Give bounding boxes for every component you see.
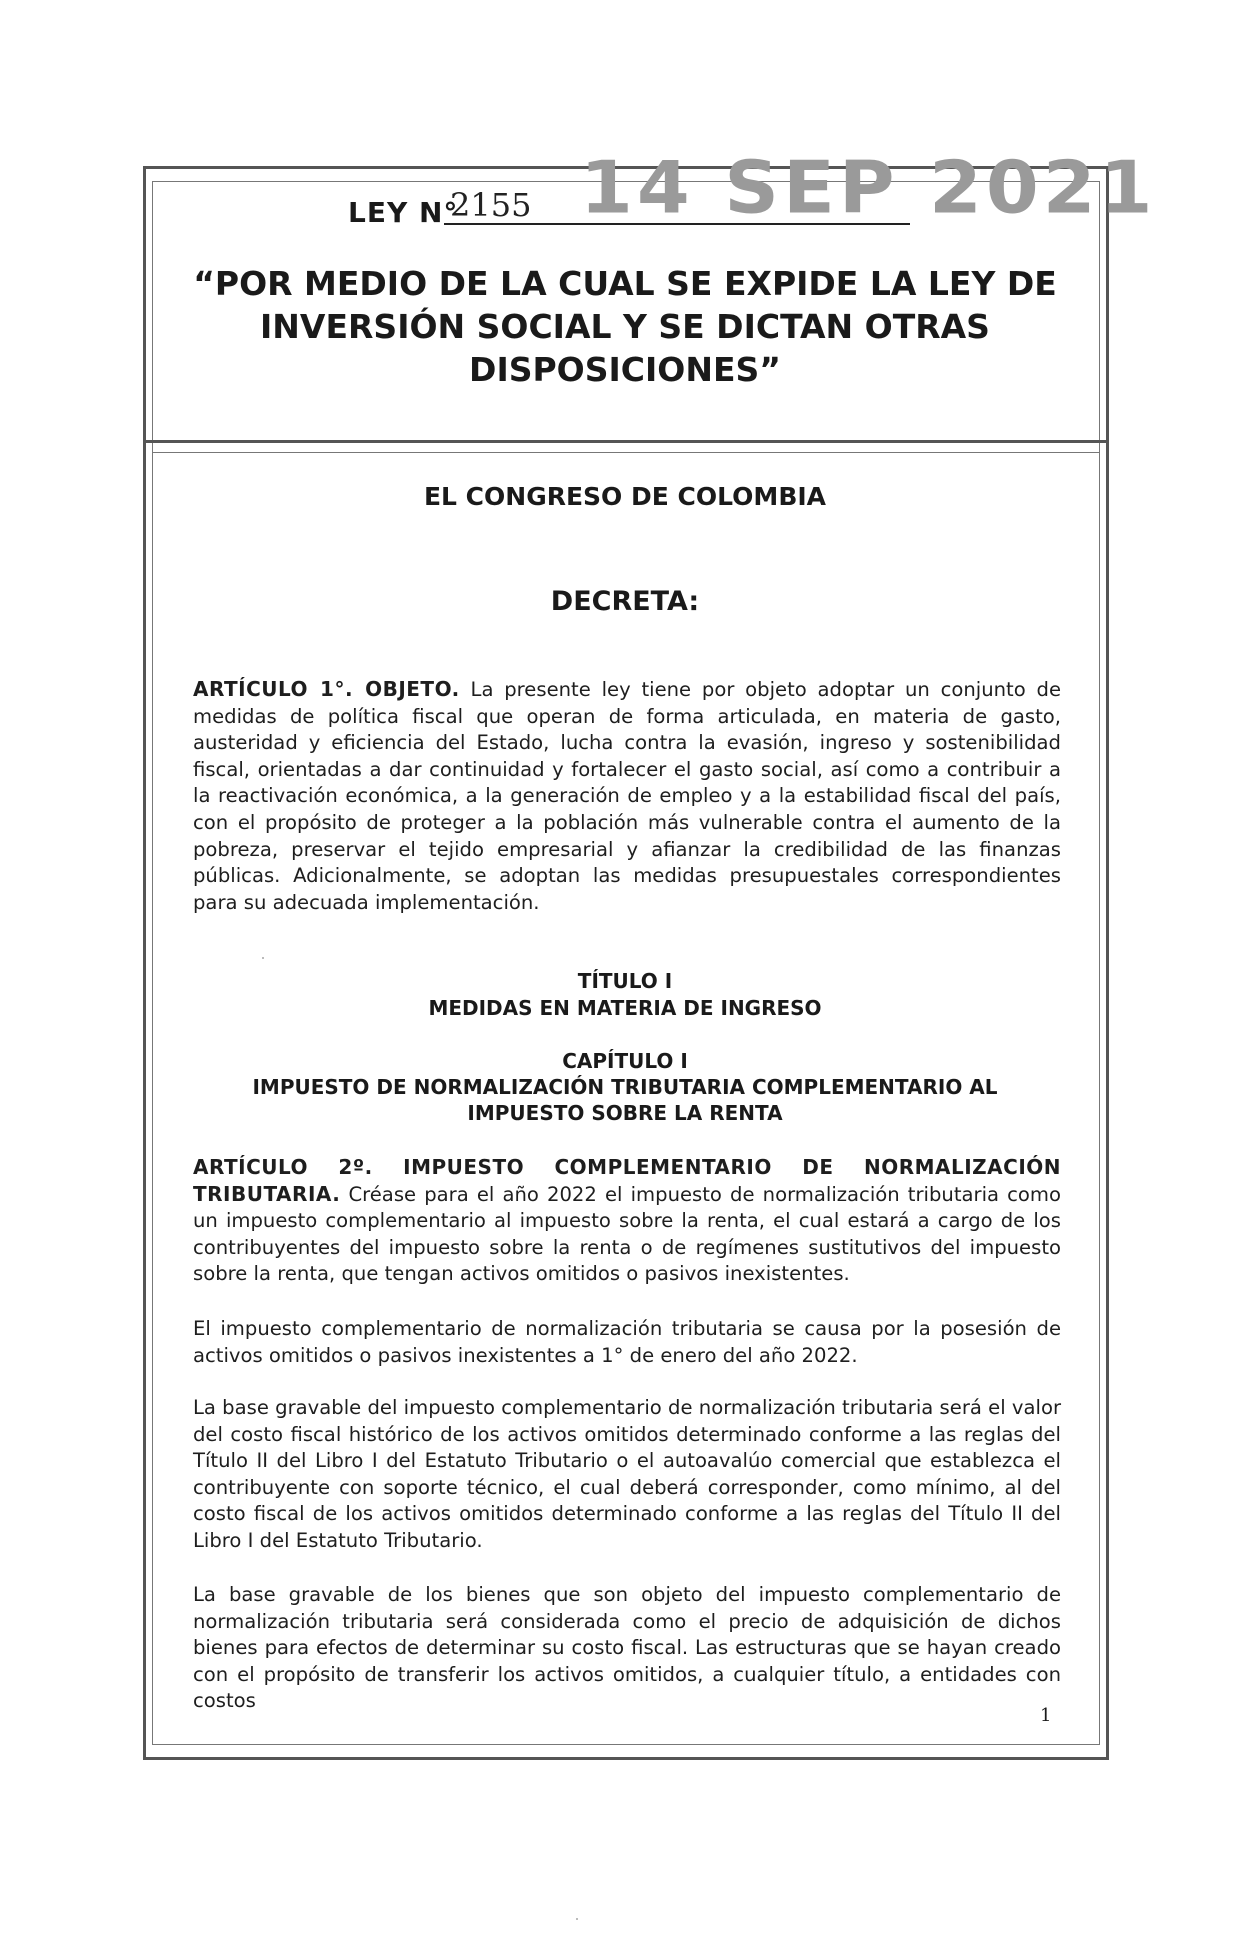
article-2 (193, 1154, 1061, 1288)
article-2-paragraph-4: La base gravable de los bienes que son objeto del impuesto complementario de normalización tributaria será considerada como el precio de adquisición de dichos bienes para efectos de determinar su costo fiscal. Las estructuras que se hayan creado con el propósito de transferir los activos omitidos, a cualquier título, a entidades con costos (193, 1583, 1061, 1713)
law-title: “POR MEDIO DE LA CUAL SE EXPIDE LA LEY DE INVERSIÓN SOCIAL Y SE DICTAN OTRAS DISPOSICIONES” (193, 264, 1057, 389)
article-2-label-line2: TRIBUTARIA. (193, 1181, 341, 1206)
date-stamp: 14 SEP 2021 (580, 145, 1157, 230)
issuer-heading: EL CONGRESO DE COLOMBIA (423, 482, 827, 511)
article-1-label: ARTÍCULO 1°. OBJETO. (193, 677, 460, 701)
article-2-text: Créase para el año 2022 el impuesto de normalización tributaria como un impuesto complementario al impuesto sobre la renta, el cual estará a cargo de los contribuyentes del impuesto sobre la renta o de regímenes sustitutivos del impuesto sobre la renta, que tengan activos omitidos o pasivos inexistentes. (193, 1182, 1061, 1286)
chapter-heading (160, 1048, 1090, 1126)
decree-heading: DECRETA: (550, 586, 700, 617)
article-2-label-line1: ARTÍCULO 2º. IMPUESTO COMPLEMENTARIO DE NORMALIZACIÓN (193, 1155, 1061, 1179)
scan-speck (576, 1918, 578, 1920)
chapter-name: IMPUESTO DE NORMALIZACIÓN TRIBUTARIA COMPLEMENTARIO AL IMPUESTO SOBRE LA RENTA (252, 1075, 998, 1125)
article-1-text: La presente ley tiene por objeto adoptar un conjunto de medidas de política fiscal que operan de forma articulada, en materia de gasto, austeridad y eficiencia del Estado, lucha contra la evasión, ingreso y sostenibilidad fiscal, orientadas a dar continuidad y fortalecer el gasto social, así como a contribuir a la reactivación económica, a la generación de empleo y a la estabilidad fiscal del país, con el propósito de proteger a la población más vulnerable contra el aumento de la pobreza, preservar el tejido empresarial y afianzar la credibilidad de las finanzas públicas. Adicionalmente, se adoptan las medidas presupuestales correspondientes para su adecuada implementación. (193, 678, 1061, 914)
law-number-line (348, 186, 908, 232)
article-2-paragraph-3: La base gravable del impuesto complementario de normalización tributaria será el valor del costo fiscal histórico de los activos omitidos determinado conforme a las reglas del Título II del Libro I del Estatuto Tributario o el autoavalúo comercial que establezca el contribuyente con soporte técnico, el cual deberá corresponder, como mínimo, al del costo fiscal de los activos omitidos determinado conforme a las reglas del Título II del Libro I del Estatuto Tributario. (193, 1396, 1061, 1552)
title-heading (160, 968, 1090, 1022)
page-number: 1 (1040, 1705, 1052, 1726)
law-number: 2155 (450, 186, 532, 224)
law-label: LEY N° (348, 196, 459, 229)
scan-speck (262, 957, 264, 959)
title-name: MEDIDAS EN MATERIA DE INGRESO (428, 996, 822, 1020)
law-number-underline (444, 223, 910, 225)
article-1 (193, 676, 1061, 916)
header-divider-inner (152, 452, 1100, 453)
article-2-paragraph-2: El impuesto complementario de normalización tributaria se causa por la posesión de activos omitidos o pasivos inexistentes a 1° de enero del año 2022. (193, 1317, 1061, 1367)
header-divider (146, 440, 1106, 443)
title-number: TÍTULO I (577, 969, 673, 993)
chapter-number: CAPÍTULO I (562, 1049, 688, 1073)
